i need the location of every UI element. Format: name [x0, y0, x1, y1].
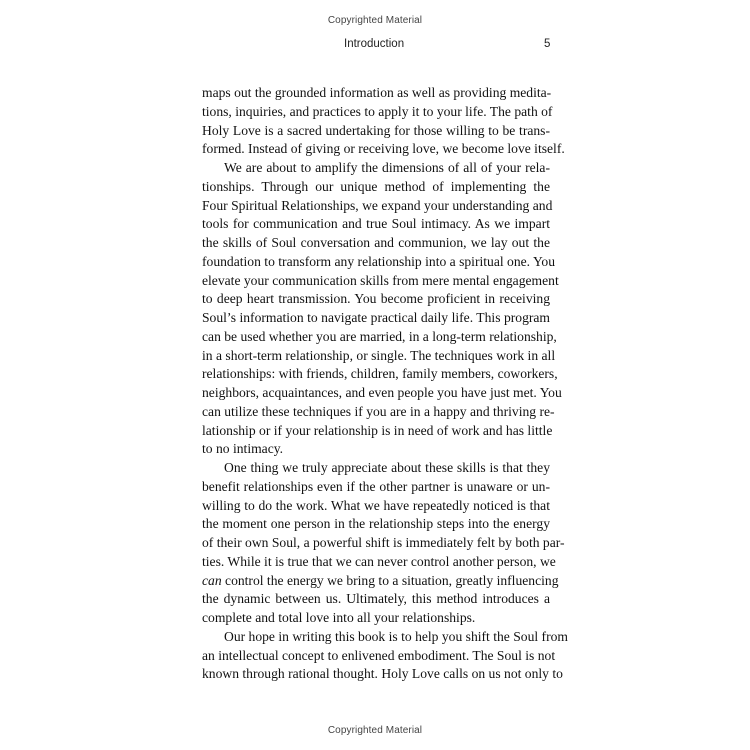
text-line: We are about to amplify the dimensions of all of your rela-	[224, 160, 550, 175]
text-line: tionships. Through our unique method of implementing the	[202, 178, 550, 194]
text-line: One thing we truly appreciate about these skills is that they	[224, 460, 550, 475]
text-line: Soul’s information to navigate practical daily life. This program	[202, 310, 550, 325]
text-line: elevate your communication skills from mere mental engagement	[202, 272, 559, 288]
text-line: lationship or if your relationship is in need of work and has little	[202, 422, 553, 438]
text-line: tools for communication and true Soul intimacy. As we impart	[202, 216, 550, 232]
copyright-notice-bottom: Copyrighted Material	[327, 725, 423, 736]
text-line: known through rational thought. Holy Love calls on us not only to	[202, 666, 563, 682]
text-line: to deep heart transmission. You become proficient in receiving	[202, 291, 550, 307]
text-line: the moment one person in the relationship steps into the energy	[202, 516, 550, 532]
text-line: benefit relationships even if the other partner is unaware or un-	[202, 478, 550, 494]
page-number: 5	[544, 38, 551, 50]
text-line: ties. While it is true that we can never control another person, we	[202, 553, 556, 569]
text-line: foundation to transform any relationship into a spiritual one. You	[202, 253, 556, 269]
text-line: can control the energy we bring to a situation, greatly influencing	[202, 572, 559, 588]
text-line: Holy Love is a sacred undertaking for those willing to be trans-	[202, 122, 550, 138]
copyright-notice-top: Copyrighted Material	[327, 15, 423, 26]
text-line: tions, inquiries, and practices to apply it to your life. The path of	[202, 103, 553, 119]
text-line: complete and total love into all your relationships.	[202, 610, 476, 625]
text-line: formed. Instead of giving or receiving love, we become love itself.	[202, 141, 565, 157]
chapter-title: Introduction	[344, 38, 405, 50]
text-line: in a short-term relationship, or single. The techniques work in all	[202, 347, 556, 363]
text-line: of their own Soul, a powerful shift is immediately felt by both par-	[202, 535, 565, 550]
text-line: the dynamic between us. Ultimately, this method introduces a	[202, 591, 550, 607]
emphasis: can	[202, 572, 226, 588]
body-text	[202, 84, 568, 684]
text-line: to no intimacy.	[202, 441, 284, 457]
text-line: maps out the grounded information as well as providing medita-	[202, 85, 552, 100]
text-line: Our hope in writing this book is to help you shift the Soul from	[224, 628, 568, 644]
text-line: relationships: with friends, children, family members, coworkers,	[202, 366, 558, 382]
text-line: Four Spiritual Relationships, we expand your understanding and	[202, 197, 553, 213]
text-line: an intellectual concept to enlivened embodiment. The Soul is not	[202, 647, 556, 663]
text-line: the skills of Soul conversation and communion, we lay out the	[202, 235, 550, 250]
text-line: can utilize these techniques if you are in a happy and thriving re-	[202, 403, 555, 419]
text-line: willing to do the work. What we have repeatedly noticed is that	[202, 497, 550, 513]
text-line: neighbors, acquaintances, and even people you have just met. You	[202, 385, 562, 400]
text-line: can be used whether you are married, in a long-term relationship,	[202, 328, 557, 344]
